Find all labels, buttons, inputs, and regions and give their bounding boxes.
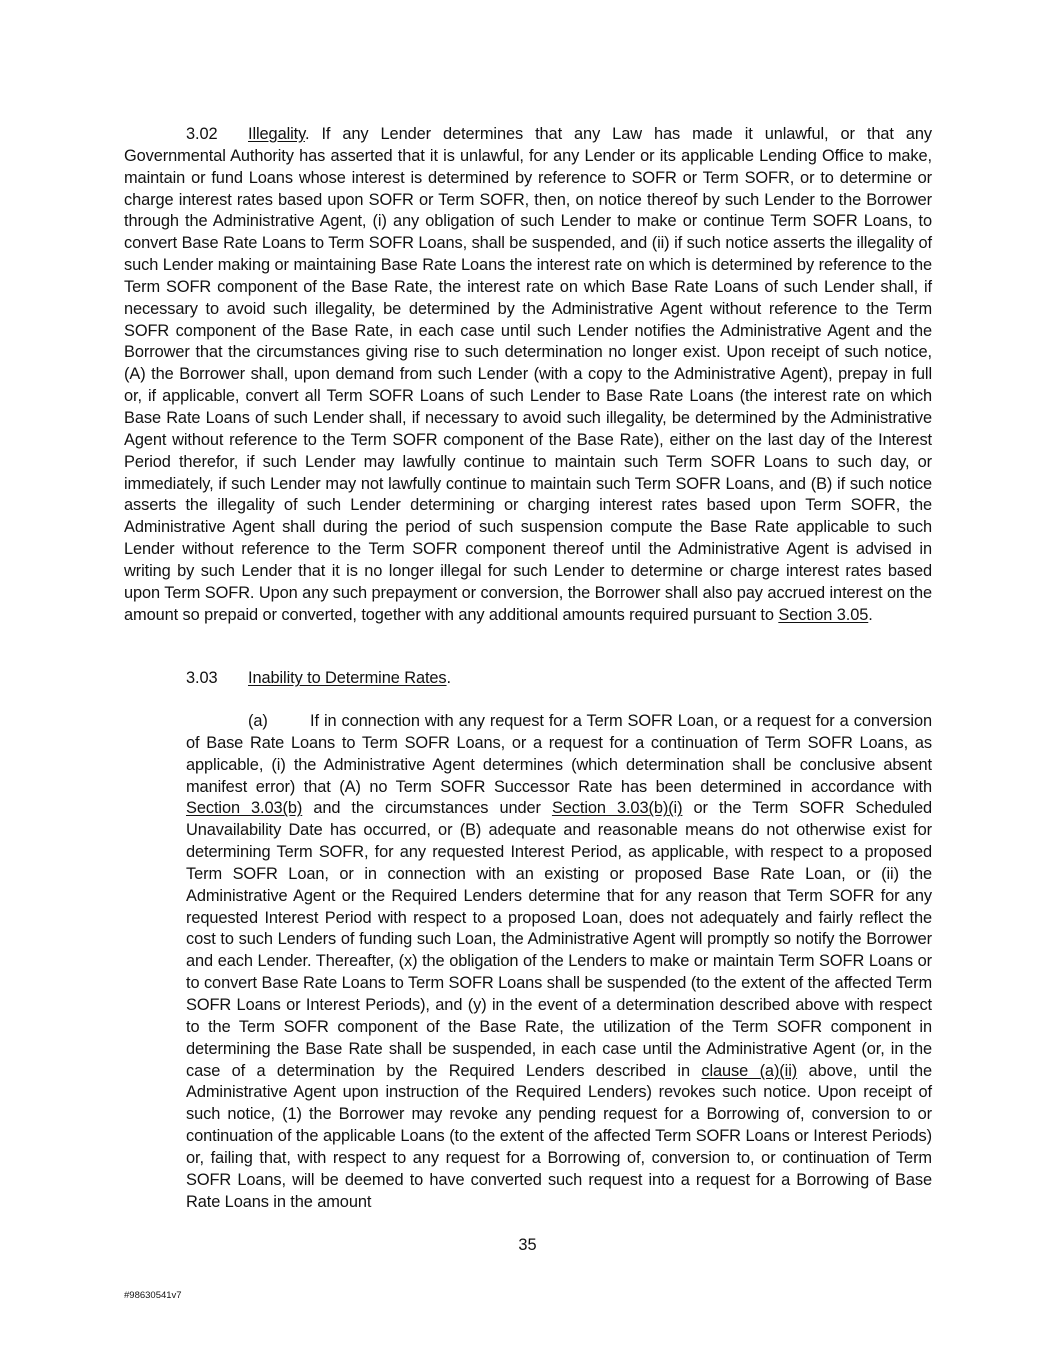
section-3-03-heading: Inability to Determine Rates xyxy=(248,669,447,687)
subsection-a-label: (a) xyxy=(248,712,268,730)
section-3-03-a-paragraph xyxy=(186,711,932,1213)
section-3-02-body: If any Lender determines that any Law has made it unlawful, or that any Governmental Authority has asserted that it is unlawful, for any Lender or its applicable Lending Office to make, maintain or fund Loans whose interest is determined by reference to SOFR or Term SOFR, or to determine or charge interest rates based upon SOFR or Term SOFR, then, on notice thereof by such Lender to the Borrower through the Administrative Agent, (i) any obligation of such Lender to make or continue Term SOFR Loans, to convert Base Rate Loans to Term SOFR Loans, shall be suspended, and (ii) if such notice asserts the illegality of such Lender making or maintaining Base Rate Loans the interest rate on which is determined by reference to the Term SOFR component of the Base Rate, the interest rate on which Base Rate Loans of such Lender shall, if necessary to avoid such illegality, be determined by the Administrative Agent without reference to the Term SOFR component of the Base Rate, in each case until such Lender notifies the Administrative Agent and the Borrower that the circumstances giving rise to such determination no longer exist. Upon receipt of such notice, (A) the Borrower shall, upon demand from such Lender (with a copy to the Administrative Agent), prepay in full or, if applicable, convert all Term SOFR Loans of such Lender to Base Rate Loans (the interest rate on which Base Rate Loans of such Lender shall, if necessary to avoid such illegality, be determined by the Administrative Agent without reference to the Term SOFR component of the Base Rate), either on the last day of the Interest Period therefor, if such Lender may lawfully continue to maintain such Term SOFR Loans to such day, or immediately, if such Lender may not lawfully continue to maintain such Term SOFR Loans, and (B) if such notice asserts the illegality of such Lender determining or charging interest rates based upon Term SOFR, the Administrative Agent shall during the period of such suspension compute the Base Rate applicable to such Lender without reference to the Term SOFR component thereof until the Administrative Agent is advised in writing by such Lender that it is no longer illegal for such Lender to determine or charge interest rates based upon Term SOFR. Upon any such prepayment or conversion, the Borrower shall also pay accrued interest on the amount so prepaid or converted, together with any additional amounts required pursuant to xyxy=(124,125,932,624)
subsection-a-text-1: If in connection with any request for a Term SOFR Loan, or a request for a conversion of Base Rate Loans to Term SOFR Loans, or a request for a continuation of Term SOFR Loans, as applicable, (i) the Administrative Agent determines (which determination shall be conclusive absent manifest error) that (A) no Term SOFR Successor Rate has been determined in accordance with xyxy=(186,712,932,796)
section-3-03-b-i-reference-link[interactable]: Section 3.03(b)(i) xyxy=(551,799,683,818)
section-3-02-number: 3.02 xyxy=(186,125,218,143)
section-3-03-number: 3.03 xyxy=(186,669,218,687)
section-3-03-heading-punct: . xyxy=(446,669,451,687)
subsection-a-text-3: or the Term SOFR Scheduled Unavailability Date has occurred, or (B) adequate and reasonable means do not otherwise exist for determining Term SOFR, for any requested Interest Period, as applicable, with respect to a proposed Term SOFR Loan, or in connection with an existing or proposed Base Rate Loan, or (ii) the Administrative Agent or the Required Lenders determine that for any reason that Term SOFR for any requested Interest Period with respect to a proposed Loan, does not adequately and fairly reflect the cost to such Lenders of funding such Loan, the Administrative Agent will promptly so notify the Borrower and each Lender. Thereafter, (x) the obligation of the Lenders to make or maintain Term SOFR Loans or to convert Base Rate Loans to Term SOFR Loans shall be suspended (to the extent of the affected Term SOFR Loans or Interest Periods), and (y) in the event of a determination described above with respect to the Term SOFR component of the Base Rate, the utilization of the Term SOFR component in determining the Base Rate shall be suspended, in each case until the Administrative Agent (or, in the case of a determination by the Required Lenders described in xyxy=(186,799,932,1080)
section-3-02-heading: Illegality xyxy=(248,125,305,143)
section-3-02-paragraph xyxy=(124,124,932,626)
section-3-03-b-reference-link[interactable]: Section 3.03(b) xyxy=(186,799,303,818)
section-3-03-heading-line xyxy=(186,668,932,690)
document-id: #98630541v7 xyxy=(124,1290,182,1301)
section-3-05-reference-link[interactable]: Section 3.05 xyxy=(778,605,869,624)
section-3-02-heading-punct: . xyxy=(305,125,310,143)
section-3-02-ending: . xyxy=(868,605,873,624)
page-number: 35 xyxy=(518,1236,537,1254)
subsection-a-text-2: and the circumstances under xyxy=(302,799,552,818)
clause-a-ii-reference-link[interactable]: clause (a)(ii) xyxy=(701,1061,798,1080)
subsection-a-text-4: above, until the Administrative Agent upon instruction of the Required Lenders) revokes such notice. Upon receipt of such notice, (1) the Borrower may revoke any pending request for a Borrowing of, conversion to or continuation of the applicable Loans (to the extent of the affected Term SOFR Loans or Interest Periods) or, failing that, with respect to any request for a Borrowing of, conversion to, or continuation of Term SOFR Loans, will be deemed to have converted such request into a request for a Borrowing of Base Rate Loans in the amount xyxy=(186,1061,933,1211)
